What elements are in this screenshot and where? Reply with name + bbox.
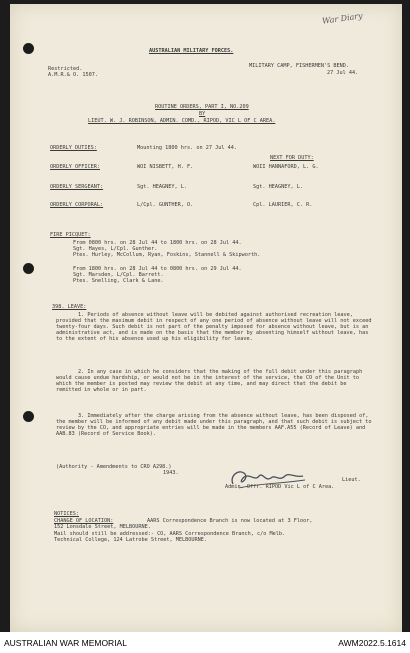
duty-row-next: Cpl. LAURIER, C. R. bbox=[253, 202, 313, 208]
duty-row-current: WOI NISBETT, H. F. bbox=[137, 164, 194, 170]
change-location-label: CHANGE OF LOCATION: bbox=[54, 518, 114, 524]
duty-row-label: ORDERLY OFFICER: bbox=[50, 164, 100, 170]
signatory-rank: Lieut. bbox=[342, 477, 361, 483]
document-heading: AUSTRALIAN MILITARY FORCES. bbox=[149, 48, 234, 54]
amr-reference: A.M.R.& O. 1507. bbox=[48, 72, 98, 78]
punch-hole bbox=[23, 263, 34, 274]
picquet-line: Ptes. Snelling, Clark & Lane. bbox=[73, 278, 164, 284]
punch-hole bbox=[23, 43, 34, 54]
document-page bbox=[10, 4, 402, 632]
authority-year: 1943. bbox=[163, 470, 179, 476]
leave-paragraph-1: 1. Periods of absence without leave will be debited against authorised recreation leave, provided that the maximum debit in respect of any one period of absence without leave will not exceed twenty-four days. Such debit is not part of the penalty imposed for absence without leave, but is an administrative act, and is made on the basis that the member by absenting himself without leave, has to the extent of his absence used up his eligibility for leave. bbox=[56, 312, 372, 342]
picquet-line: Ptes. Hurley, McCollum, Ryan, Foskins, Stannell & Skipworth. bbox=[73, 252, 261, 258]
orderly-duties-value: Mounting 1800 hrs. on 27 Jul 44. bbox=[137, 145, 237, 151]
orders-title: ROUTINE ORDERS, PART I, NO.209 bbox=[155, 104, 249, 110]
notice-line: Technical College, 124 Latrobe Street, MELBOURNE. bbox=[54, 537, 208, 543]
camp-location: MILITARY CAMP, FISHERMEN'S BEND. bbox=[249, 63, 349, 69]
authority-line: (Authority - Amendments to CRO A298.) bbox=[56, 464, 172, 470]
orders-by: BY bbox=[199, 111, 206, 117]
archive-footer bbox=[0, 632, 410, 653]
leave-paragraph-3: 3. Immediately after the charge arising from the absence without leave, has been disposed of, the member will be informed of any debit made under this paragraph, and that such debit is subject to review by the CO, and appropriate entries will be made in the members AAF.A55 (Record of Leave) and AAB.83 (Record of Service Book). bbox=[56, 413, 372, 437]
restricted-label: Restricted. bbox=[48, 66, 83, 72]
notice-line: Mail should still be addressed:- CO, AARS Correspondence Branch, c/o Melb. bbox=[54, 531, 286, 537]
handwritten-note: War Diary bbox=[321, 11, 364, 26]
notices-label: NOTICES: bbox=[54, 511, 79, 517]
signatory-title: Admin. Offr. RIPOD Vic L of C Area. bbox=[225, 484, 335, 490]
duty-row-current: Sgt. HEAGNEY, L. bbox=[137, 184, 187, 190]
punch-hole bbox=[23, 411, 34, 422]
archive-name: AUSTRALIAN WAR MEMORIAL bbox=[4, 638, 127, 648]
orders-authority: LIEUT. W. J. ROBINSON, ADMIN. COMD., RIPOD, VIC L OF C AREA. bbox=[88, 118, 276, 124]
leave-section-label: 398. LEAVE: bbox=[52, 304, 87, 310]
duty-row-label: ORDERLY CORPORAL: bbox=[50, 202, 104, 208]
next-for-duty-label: NEXT FOR DUTY: bbox=[270, 155, 314, 161]
duty-row-next: Sgt. HEAGNEY, L. bbox=[253, 184, 303, 190]
notice-line: 152 Lonsdale Street, MELBOURNE. bbox=[54, 524, 151, 530]
duty-row-label: ORDERLY SERGEANT: bbox=[50, 184, 104, 190]
picquet-line: Sgt. Marsden, L/Cpl. Barrett. bbox=[73, 272, 164, 278]
leave-paragraph-2: 2. In any case in which he considers that the making of the full debit under this paragraph would cause undue hardship, or would not be in the interest of the service, the CO of the Unit to which the member is posted may review the debit at any time, and may direct that the debit be remitted in whole or in part. bbox=[56, 369, 363, 393]
duty-row-next: WOII HANNAFORD, L. G. bbox=[253, 164, 319, 170]
picquet-line: From 1800 hrs. on 28 Jul 44 to 0800 hrs. on 29 Jul 44. bbox=[73, 266, 242, 272]
picquet-line: Sgt. Hayes, L/Cpl. Gunther. bbox=[73, 246, 158, 252]
duty-row-current: L/Cpl. GUNTHER, O. bbox=[137, 202, 194, 208]
notice-line: AARS Correspondence Branch is now located at 3 Floor, bbox=[147, 518, 313, 524]
document-date: 27 Jul 44. bbox=[327, 70, 359, 76]
picquet-line: From 0800 hrs. on 28 Jul 44 to 1800 hrs. on 28 Jul 44. bbox=[73, 240, 242, 246]
fire-picquet-label: FIRE PICQUET: bbox=[50, 232, 91, 238]
orderly-duties-label: ORDERLY DUTIES: bbox=[50, 145, 97, 151]
archive-reference: AWM2022.5.1614 bbox=[338, 638, 406, 648]
